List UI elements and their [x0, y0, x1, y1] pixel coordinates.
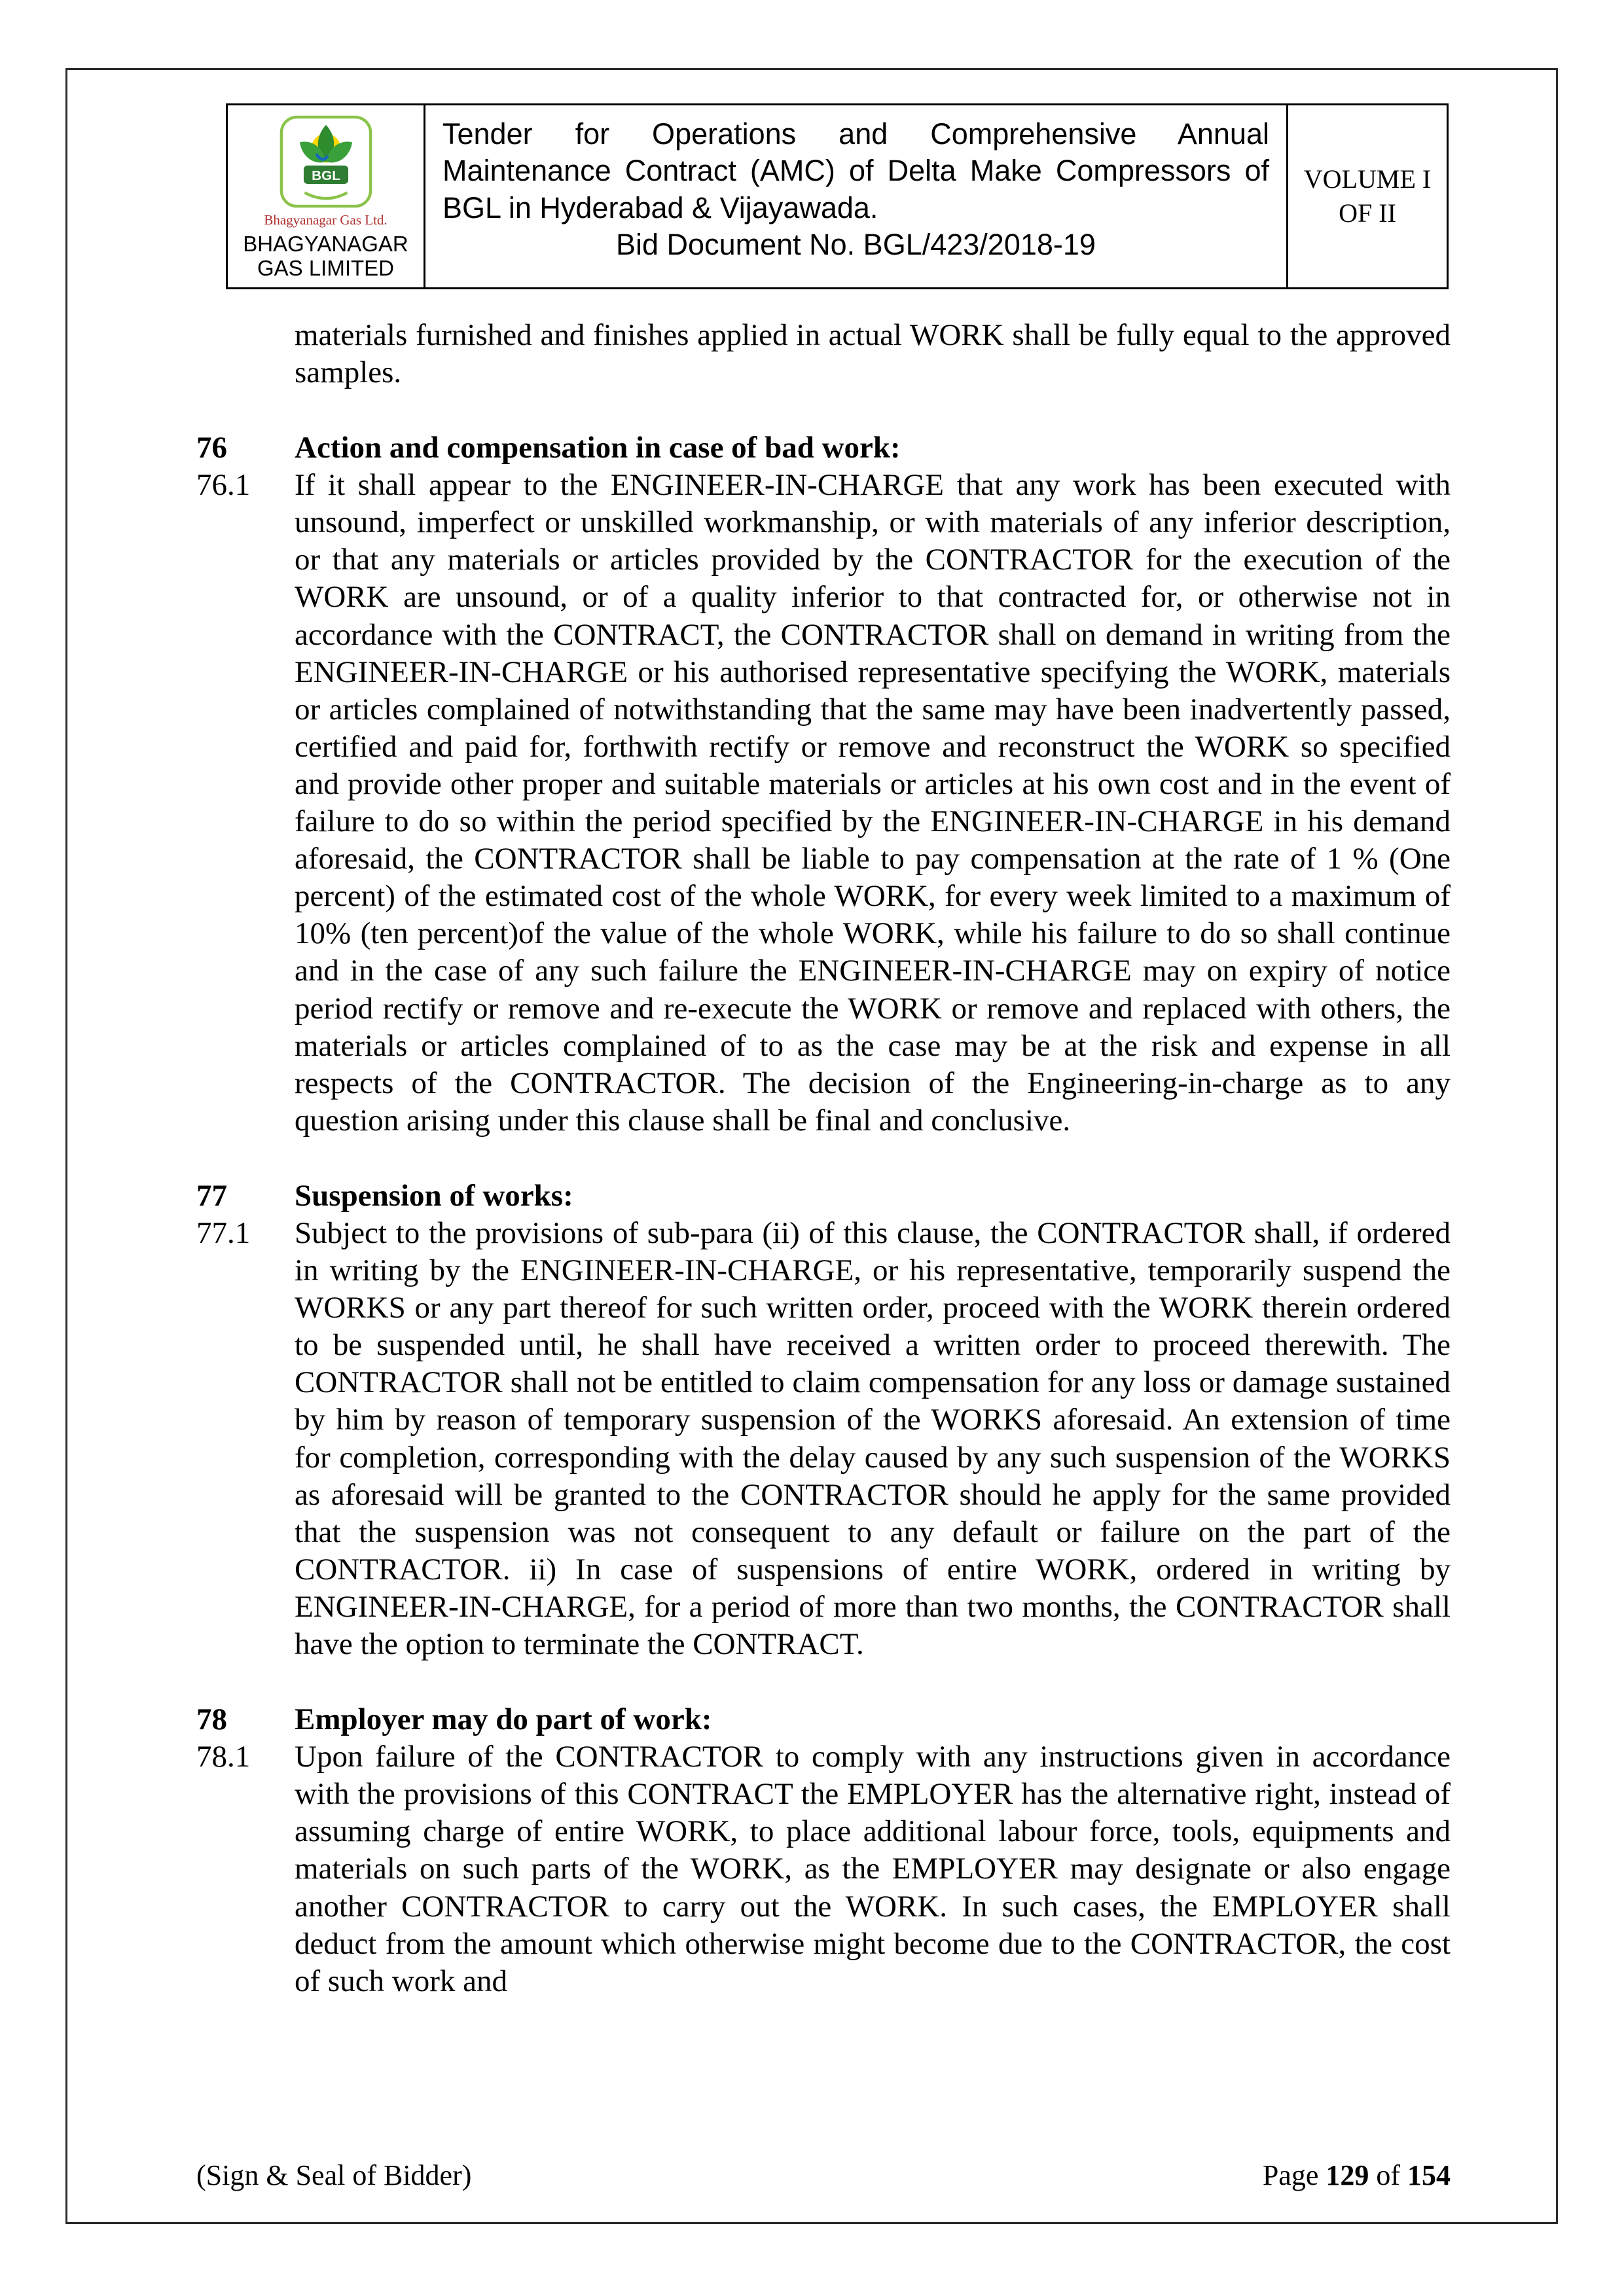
- page-number: 129: [1326, 2159, 1369, 2191]
- header-volume-cell: [1288, 105, 1447, 287]
- section-heading: Action and compensation in case of bad work:: [295, 431, 901, 465]
- intro-paragraph-row: [196, 317, 1451, 391]
- bgl-logo-icon: [278, 113, 374, 213]
- logo-monogram: BGL: [311, 168, 340, 184]
- page-indicator: [1263, 2159, 1451, 2192]
- bid-document-number: Bid Document No. BGL/423/2018-19: [616, 227, 1096, 261]
- clause-row: [196, 467, 1451, 1139]
- section-heading-row: [196, 1701, 1451, 1738]
- section-number: 78: [196, 1702, 227, 1737]
- section-number: 77: [196, 1178, 227, 1213]
- section-heading-row: [196, 429, 1451, 467]
- clause-text: If it shall appear to the ENGINEER-IN-CHARGE that any work has been executed with unsound, imperfect or unskilled workmanship, or with materials of any inferior description, or that any materials or articles provided by the CONTRACTOR for the execution of the WORK are unsound, or of a quality inferior to that contracted for, or otherwise not in accordance with the CONTRACT, the CONTRACTOR shall on demand in writing from the ENGINEER-IN-CHARGE or his authorised representative specifying the WORK, materials or articles complained of notwithstanding that the same may have been inadvertently passed, certified and paid for, forthwith rectify or remove and reconstruct the WORK so specified and provide other proper and suitable materials or articles at his own cost and in the event of failure to do so within the period specified by the ENGINEER-IN-CHARGE in his demand aforesaid, the CONTRACTOR shall be liable to pay compensation at the rate of 1 % (One percent) of the estimated cost of the whole WORK, for every week limited to a maximum of 10% (ten percent)of the value of the whole WORK, while his failure to do so shall continue and in the case of any such failure the ENGINEER-IN-CHARGE may on expiry of notice period rectify or remove and re-execute the WORK or remove and replaced with others, the materials or articles complained of to as the case may be at the risk and expense in all respects of the CONTRACTOR. The decision of the Engineering-in-charge as to any question arising under this clause shall be final and conclusive.: [295, 468, 1451, 1138]
- page-footer: [196, 2159, 1451, 2192]
- page-word: Page: [1262, 2159, 1326, 2191]
- logo-caption: Bhagyanagar Gas Ltd.: [264, 212, 388, 228]
- document-content: [196, 103, 1451, 2000]
- volume-line-1: VOLUME I: [1303, 164, 1432, 194]
- intro-paragraph: materials furnished and finishes applied in actual WORK shall be fully equal to the approved samples.: [295, 317, 1451, 389]
- section-heading: Suspension of works:: [295, 1178, 573, 1213]
- header-logo-cell: [228, 105, 425, 287]
- sign-seal-label: (Sign & Seal of Bidder): [196, 2159, 472, 2191]
- clause-number: 78.1: [196, 1740, 251, 1774]
- clause-number: 76.1: [196, 468, 251, 503]
- volume-line-2: OF II: [1339, 198, 1396, 228]
- section-heading: Employer may do part of work:: [295, 1702, 712, 1737]
- organization-name: BHAGYANAGAR GAS LIMITED: [243, 232, 408, 280]
- clause-text: Subject to the provisions of sub-para (ii) of this clause, the CONTRACTOR shall, if ordered in writing by the ENGINEER-IN-CHARGE, or his representative, temporarily suspend the WORKS or any part thereof for such written order, proceed with the WORK therein ordered to be suspended until, he shall have received a written order to proceed therewith. The CONTRACTOR shall not be entitled to claim compensation for any loss or damage sustained by him by reason of temporary suspension of the WORKS aforesaid. An extension of time for completion, corresponding with the delay caused by any such suspension of the WORKS as aforesaid will be granted to the CONTRACTOR should he apply for the same provided that the suspension was not consequent to any default or failure on the part of the CONTRACTOR. ii) In case of suspensions of entire WORK, ordered in writing by ENGINEER-IN-CHARGE, for a period of more than two months, the CONTRACTOR shall have the option to terminate the CONTRACT.: [295, 1215, 1451, 1661]
- document-title: Tender for Operations and Comprehensive Annual Maintenance Contract (AMC) of Delta Make Compressors of BGL in Hyderabad & Vijayawada.: [442, 117, 1269, 224]
- section-heading-row: [196, 1177, 1451, 1215]
- header-table: [226, 103, 1449, 289]
- clause-row: [196, 1215, 1451, 1663]
- intro-number-gutter: [196, 317, 295, 391]
- clause-row: [196, 1738, 1451, 2000]
- clause-text: Upon failure of the CONTRACTOR to comply with any instructions given in accordance with the provisions of this CONTRACT the EMPLOYER has the alternative right, instead of assuming charge of entire WORK, to place additional labour force, tools, equipments and materials on such parts of the WORK, as the EMPLOYER may designate or also engage another CONTRACTOR to carry out the WORK. In such cases, the EMPLOYER shall deduct from the amount which otherwise might become due to the CONTRACTOR, the cost of such work and: [295, 1740, 1451, 1998]
- header-title-cell: [425, 105, 1288, 287]
- section-number: 76: [196, 431, 227, 465]
- page-total: 154: [1407, 2159, 1451, 2191]
- of-word: of: [1369, 2159, 1407, 2191]
- clause-number: 77.1: [196, 1215, 251, 1250]
